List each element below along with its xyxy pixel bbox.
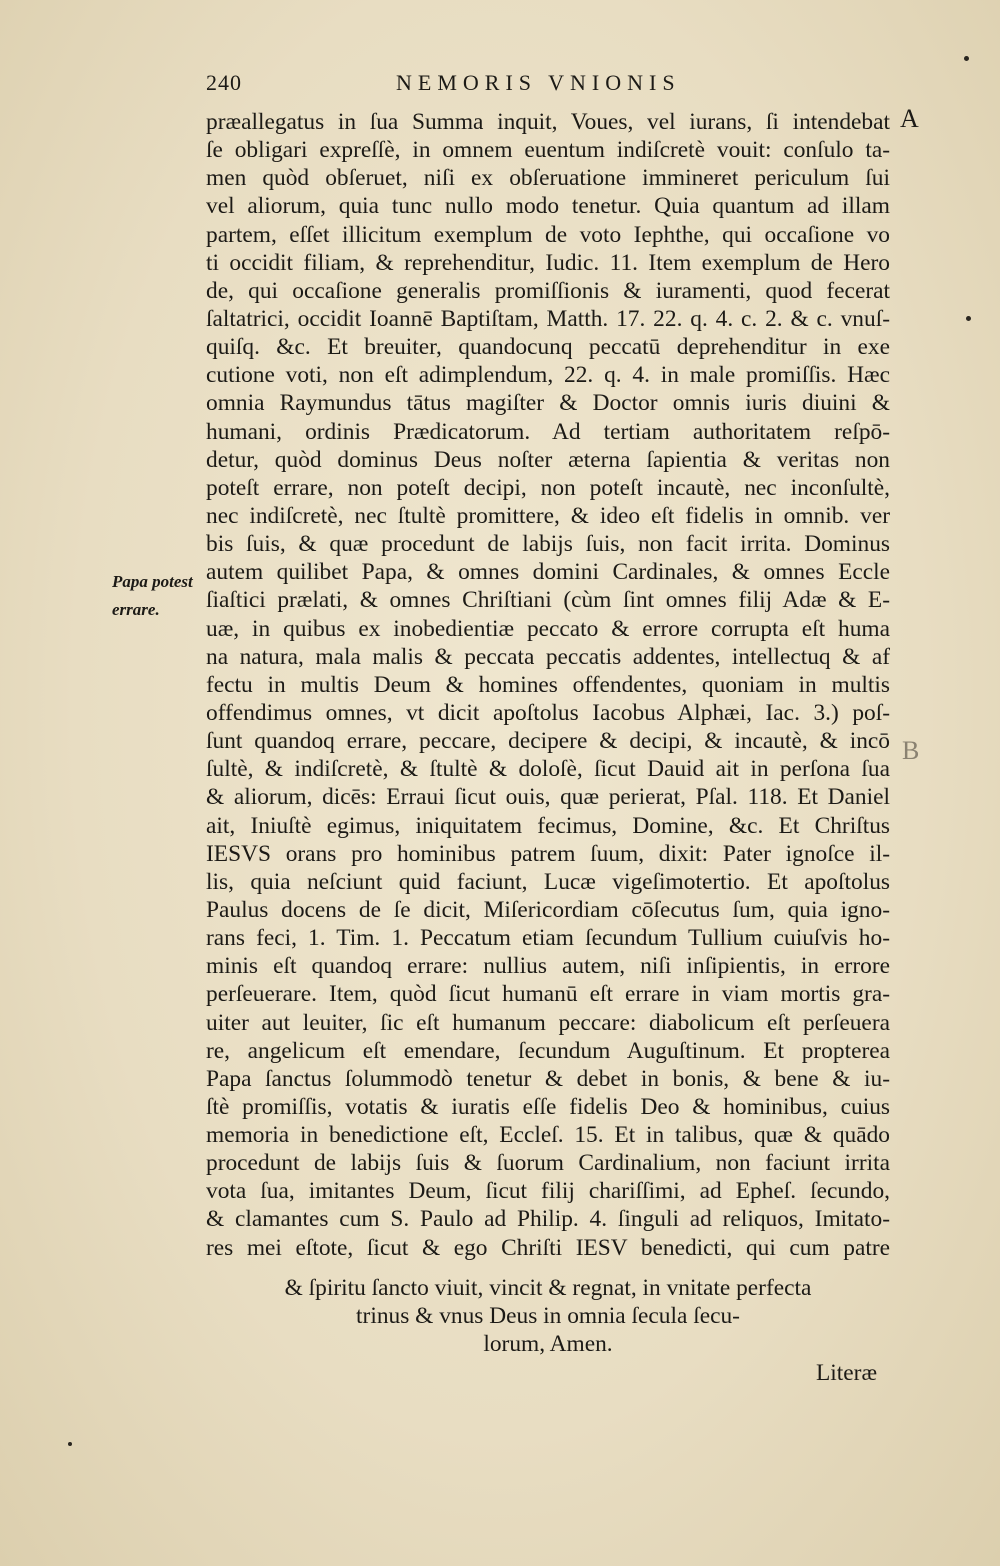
text-line: nec indiſcretè, nec ſtultè promittere, & ideo eſt fidelis in omnib. ver xyxy=(206,502,890,529)
text-line: ſe obligari expreſſè, in omnem euentum indiſcretè vouit: conſulo ta- xyxy=(206,137,890,164)
marginal-note-line: errare. xyxy=(112,600,160,619)
text-line: detur, quòd dominus Deus noſter æterna ſapientia & veritas non xyxy=(206,446,890,473)
text-line: na natura, mala malis & peccata peccatis addentes, intellectuq & af xyxy=(206,643,890,670)
text-line: quiſq. &c. Et breuiter, quandocunq peccatū deprehenditur in exe xyxy=(206,334,890,361)
catchword: Literæ xyxy=(816,1360,878,1386)
text-line: præallegatus in ſua Summa inquit, Voues, vel iurans, ſi intendebat xyxy=(206,109,890,135)
text-line: uiter aut leuiter, ſic eſt humanum peccare: diabolicum eſt perſeuera xyxy=(206,1009,890,1036)
text-line: ſunt quandoq errare, peccare, decipere & decipi, & incautè, & incō xyxy=(206,728,890,755)
closing-text xyxy=(206,1274,890,1358)
text-line: rans feci, 1. Tim. 1. Peccatum etiam ſecundum Tullium cuiuſvis ho- xyxy=(206,925,890,952)
ink-speck xyxy=(68,1442,72,1446)
text-line: vota ſua, imitantes Deum, ſicut filij chariſſimi, ad Epheſ. ſecundo, xyxy=(206,1178,890,1205)
text-line: procedunt de labijs ſuis & ſuorum Cardinalium, non faciunt irrita xyxy=(206,1150,890,1177)
marginal-note-line: Papa potest xyxy=(112,572,193,591)
body-text xyxy=(206,108,890,1262)
text-line: minis eſt quandoq errare: nullius autem, niſi inſipientis, in errore xyxy=(206,953,890,980)
text-line: omnia Raymundus tātus magiſter & Doctor omnis iuris diuini & xyxy=(206,390,890,417)
text-line: ſultè, & indiſcretè, & ſtultè & doloſè, ſicut Dauid ait in perſona ſua xyxy=(206,756,890,783)
text-line: & aliorum, dicēs: Erraui ſicut ouis, quæ perierat, Pſal. 118. Et Daniel xyxy=(206,784,890,811)
text-line: re, angelicum eſt emendare, ſecundum Auguſtinum. Et propterea xyxy=(206,1037,890,1064)
text-line: cutione voti, non eſt adimplendum, 22. q. 4. in male promiſſis. Hæc xyxy=(206,362,890,389)
text-line: Paulus docens de ſe dicit, Miſericordiam cōſecutus ſum, quia igno- xyxy=(206,896,890,923)
closing-line: trinus & vnus Deus in omnia ſecula ſecu- xyxy=(356,1303,740,1330)
text-line: memoria in benedictione eſt, Eccleſ. 15. Et in talibus, quæ & quādo xyxy=(206,1122,890,1149)
running-title: NEMORIS VNIONIS xyxy=(396,70,681,95)
closing-line: & ſpiritu ſancto viuit, vincit & regnat, in vnitate perfecta xyxy=(284,1275,812,1301)
text-line: poteſt errare, non poteſt decipi, non poteſt incautè, nec inconſultè, xyxy=(206,474,890,501)
text-line: men quòd obſeruet, niſi ex obſeruatione immineret periculum ſui xyxy=(206,165,890,192)
text-line: Papa ſanctus ſolummodò tenetur & debet in bonis, & bene & iu- xyxy=(206,1065,890,1092)
closing-line: lorum, Amen. xyxy=(483,1331,613,1358)
ink-speck xyxy=(966,316,971,321)
text-line: ſiaſtici prælati, & omnes Chriſtiani (cùm ſint omnes filij Adæ & E- xyxy=(206,587,890,614)
text-line: humani, ordinis Prædicatorum. Ad tertiam authoritatem reſpō- xyxy=(206,418,890,445)
text-line: partem, eſſet illicitum exemplum de voto Iephthe, qui occaſione vo xyxy=(206,221,890,248)
text-line: offendimus omnes, vt dicit apoſtolus Iacobus Alphæi, Iac. 3.) poſ- xyxy=(206,699,890,726)
section-marker-a: A xyxy=(900,104,919,133)
ink-speck xyxy=(964,56,969,61)
text-line: perſeuerare. Item, quòd ſicut humanū eſt errare in viam mortis gra- xyxy=(206,981,890,1008)
text-line: ti occidit filiam, & reprehenditur, Iudic. 11. Item exemplum de Hero xyxy=(206,249,890,276)
text-line: ſtè promiſſis, votatis & iuratis eſſe fidelis Deo & hominibus, cuius xyxy=(206,1093,890,1120)
text-line: IESVS orans pro hominibus patrem ſuum, dixit: Pater ignoſce il- xyxy=(206,840,890,867)
text-line: & clamantes cum S. Paulo ad Philip. 4. ſinguli ad reliquos, Imitato- xyxy=(206,1206,890,1233)
text-line: fectu in multis Deum & homines offendentes, quoniam in multis xyxy=(206,671,890,698)
text-line: lis, quia neſciunt quid faciunt, Lucæ vigeſimotertio. Et apoſtolus xyxy=(206,868,890,895)
text-line: de, qui occaſione generalis promiſſionis & iuramenti, quod fecerat xyxy=(206,277,890,304)
text-line: autem quilibet Papa, & omnes domini Cardinales, & omnes Eccle xyxy=(206,559,890,586)
text-line: bis ſuis, & quæ procedunt de labijs ſuis, non facit irrita. Dominus xyxy=(206,531,890,558)
text-line: uæ, in quibus ex inobedientiæ peccato & errore corrupta eſt huma xyxy=(206,615,890,642)
text-line: ait, Iniuſtè egimus, iniquitatem fecimus, Domine, &c. Et Chriſtus xyxy=(206,812,890,839)
text-line: ſaltatrici, occidit Ioannē Baptiſtam, Matth. 17. 22. q. 4. c. 2. & c. vnuſ- xyxy=(206,305,890,332)
text-line: vel aliorum, quia tunc nullo modo tenetur. Quia quantum ad illam xyxy=(206,193,890,220)
section-marker-b: B xyxy=(902,736,920,765)
text-line: res mei eſtote, ſicut & ego Chriſti IESV benedicti, qui cum patre xyxy=(206,1234,890,1261)
marginal-note xyxy=(112,568,193,624)
page-number: 240 xyxy=(206,70,242,95)
